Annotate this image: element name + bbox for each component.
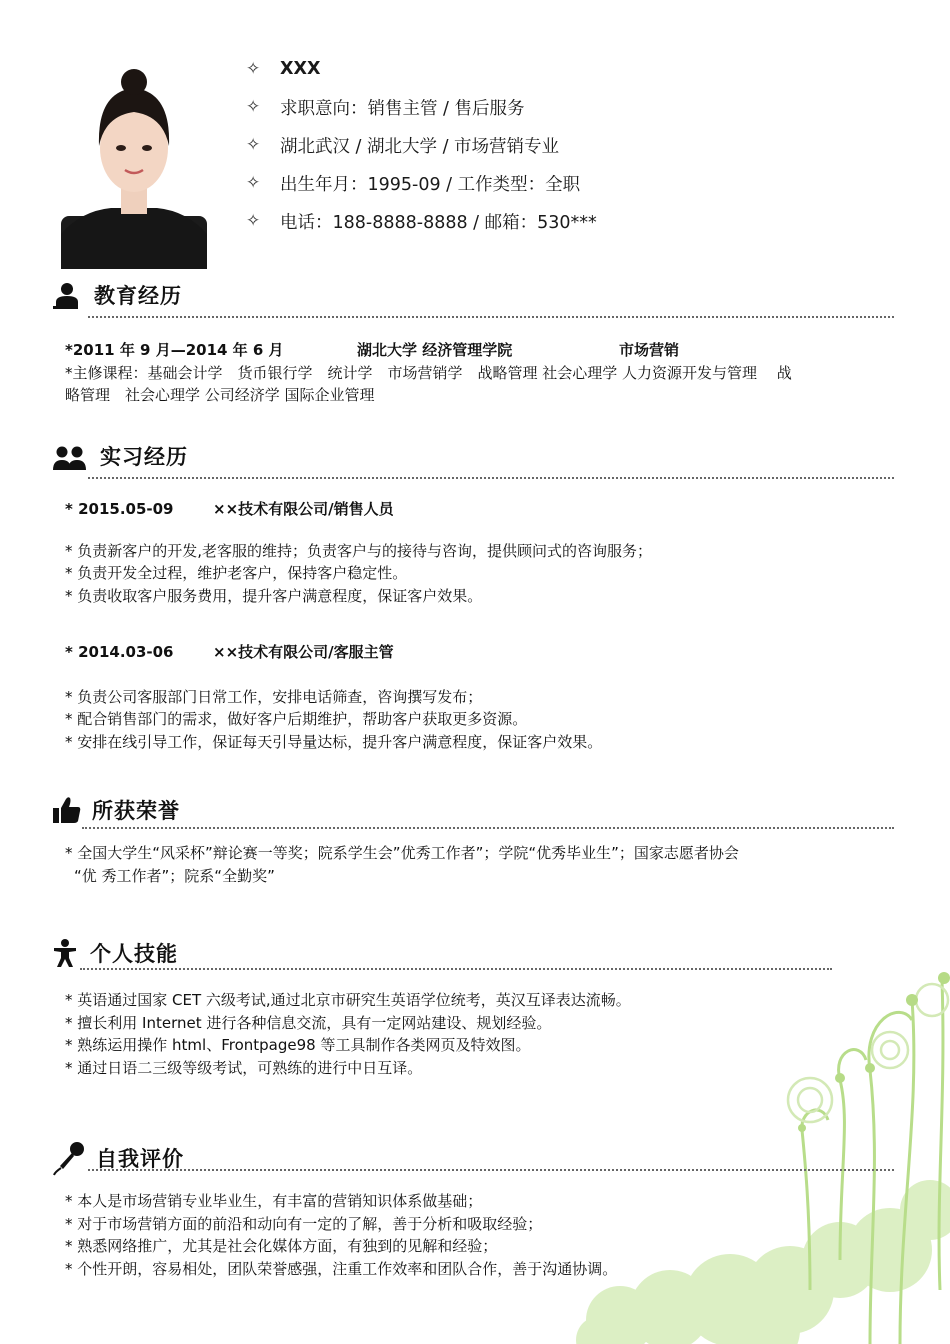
honors-body: [65, 842, 895, 887]
birth-worktype: 出生年月：1995-09 / 工作类型：全职: [280, 174, 581, 195]
job-duty: * 负责开发全过程，维护老客户，保持客户稳定性。: [65, 564, 408, 582]
star-bullet-icon: ✧: [246, 135, 261, 155]
honors-text-cont: “优 秀工作者”；院系“全勤奖”: [74, 866, 275, 885]
job-intent: 求职意向：销售主管 / 售后服务: [280, 98, 525, 119]
profile-header: [246, 50, 597, 240]
contact-row: [246, 202, 597, 240]
education-body: [65, 339, 895, 407]
section-divider: [88, 316, 894, 318]
self-eval-item: * 本人是市场营销专业毕业生，有丰富的营销知识体系做基础；: [65, 1192, 483, 1210]
internship-job-1: [65, 498, 895, 607]
skill-item: * 通过日语二三级等级考试，可熟练的进行中日互译。: [65, 1058, 423, 1077]
job-duty: * 负责新客户的开发,老客服的维持；负责客户与的接待与咨询，提供顾问式的咨询服务；: [65, 541, 653, 560]
honors-text: * 全国大学生“风采杯”辩论赛一等奖；院系学生会”优秀工作者”；学院“优秀毕业生”；国家志愿者协会: [65, 844, 739, 862]
education-heading: [52, 280, 182, 310]
self-eval-item: * 对于市场营销方面的前沿和动向有一定的了解，善于分析和吸取经验；: [65, 1214, 543, 1233]
job-company: ××技术有限公司/销售人员: [213, 500, 394, 518]
profile-photo: [61, 66, 207, 269]
honors-heading: [52, 795, 180, 825]
job-company: ××技术有限公司/客服主管: [213, 643, 394, 661]
section-title: 个人技能: [90, 942, 178, 966]
skills-body: [65, 989, 895, 1079]
microphone-icon: [52, 1140, 86, 1176]
section-divider: [82, 827, 894, 829]
internship-job-2: [65, 641, 895, 753]
education-courses: *主修课程：基础会计学 货币银行学 统计学 市场营销学 战略管理 社会心理学 人力资源开发与管理 战: [65, 363, 792, 382]
education-courses-cont: 略管理 社会心理学 公司经济学 国际企业管理: [65, 386, 375, 404]
thumbs-up-icon: [52, 795, 82, 825]
person-icon: [52, 280, 82, 310]
internship-heading: [52, 441, 188, 471]
job-duty: * 负责收取客户服务费用，提升客户满意程度，保证客户效果。: [65, 586, 483, 605]
skills-heading: [52, 938, 178, 968]
self-eval-body: [65, 1190, 895, 1280]
education-period: *2011 年 9 月—2014 年 6 月: [65, 341, 284, 359]
star-bullet-icon: ✧: [246, 97, 261, 117]
birth-row: [246, 164, 597, 202]
job-duty: * 安排在线引导工作，保证每天引导量达标，提升客户满意程度，保证客户效果。: [65, 732, 603, 751]
skill-item: * 熟练运用操作 html、Frontpage98 等工具制作各类网页及特效图。: [65, 1036, 531, 1054]
job-period: * 2015.05-09: [65, 500, 174, 518]
contact-info: 电话：188-8888-8888 / 邮箱：530***: [280, 212, 597, 233]
figure-icon: [52, 938, 82, 968]
skill-item: * 英语通过国家 CET 六级考试,通过北京市研究生英语学位统考，英汉互译表达流畅。: [65, 991, 631, 1009]
star-bullet-icon: ✧: [246, 173, 261, 193]
location-school: 湖北武汉 / 湖北大学 / 市场营销专业: [280, 136, 560, 157]
candidate-name: XXX: [280, 59, 321, 79]
section-divider: [88, 1169, 894, 1171]
skill-item: * 擅长利用 Internet 进行各种信息交流，具有一定网站建设、规划经验。: [65, 1013, 552, 1032]
self-eval-item: * 个性开朗，容易相处，团队荣誉感强，注重工作效率和团队合作，善于沟通协调。: [65, 1259, 618, 1278]
star-bullet-icon: ✧: [246, 211, 261, 231]
job-intent-row: [246, 88, 597, 126]
job-period: * 2014.03-06: [65, 643, 174, 661]
section-title: 实习经历: [100, 445, 188, 469]
section-title: 教育经历: [94, 284, 182, 308]
section-title: 自我评价: [96, 1147, 184, 1171]
location-row: [246, 126, 597, 164]
education-major: 市场营销: [619, 341, 680, 359]
section-divider: [88, 477, 894, 479]
section-divider: [80, 968, 832, 970]
job-duty: * 负责公司客服部门日常工作，安排电话筛查，咨询撰写发布；: [65, 687, 483, 706]
job-header: [65, 641, 895, 664]
name-row: [246, 50, 597, 88]
section-title: 所获荣誉: [92, 799, 180, 823]
job-duty: * 配合销售部门的需求，做好客户后期维护，帮助客户获取更多资源。: [65, 710, 528, 728]
self-eval-item: * 熟悉网络推广，尤其是社会化媒体方面，有独到的见解和经验；: [65, 1237, 498, 1255]
users-icon: [52, 441, 88, 471]
education-summary: [65, 339, 895, 362]
job-header: [65, 498, 895, 521]
star-bullet-icon: ✧: [246, 59, 261, 79]
education-school: 湖北大学 经济管理学院: [357, 341, 513, 359]
